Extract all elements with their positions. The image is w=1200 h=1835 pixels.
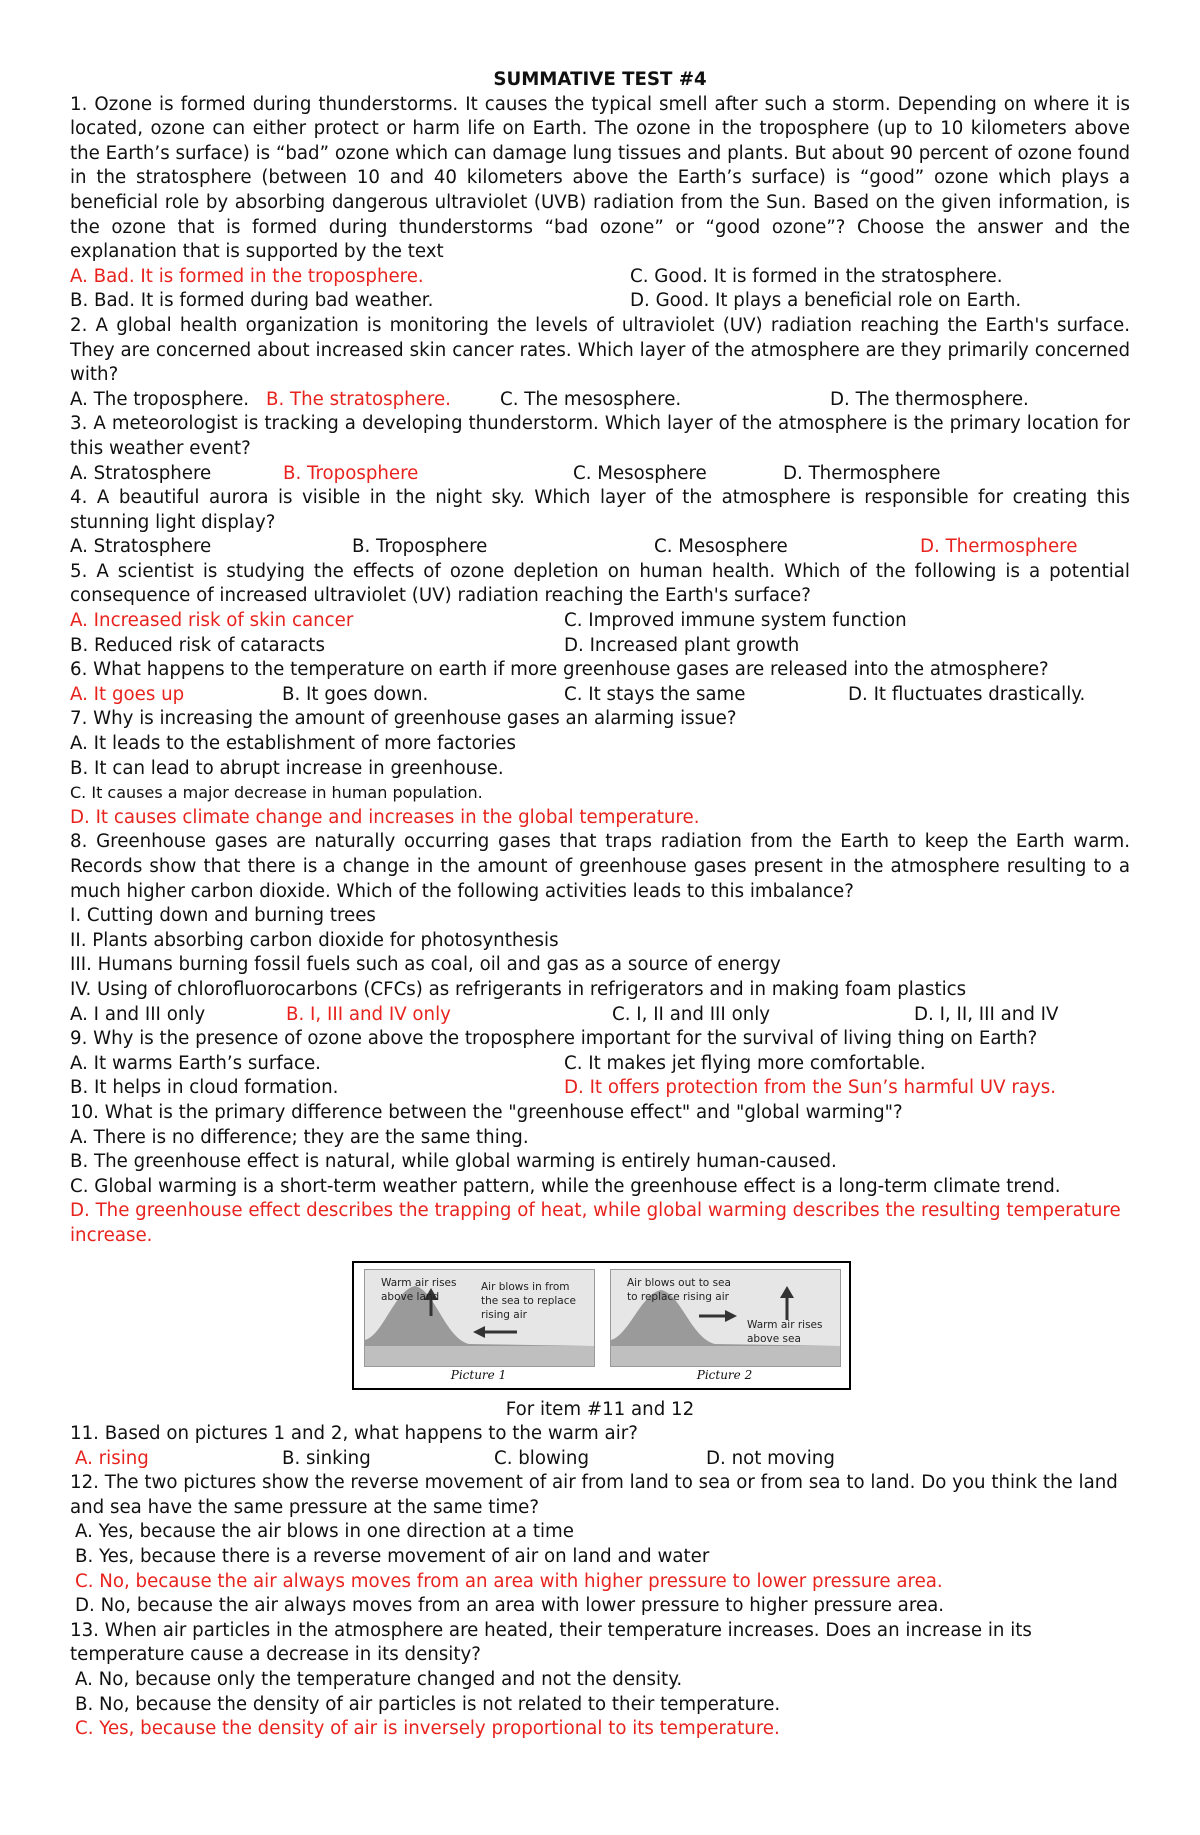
q8-option-d: D. I, II, III and IV (914, 1003, 1059, 1025)
question-1: 1. Ozone is formed during thunderstorms. It causes the typical smell after such a storm. Depending on where it is located, ozone can either protect or harm life on Earth. The ozone in the troposphere (up to 10 kilometers above the Earth’s surface) is “bad” ozone which can damage lung tissues and plants. But about 90 percent of ozone found in the stratosphere (between 10 and 40 kilometers above the Earth’s surface) is “good” ozone which plays a beneficial role by absorbing dangerous ultraviolet (UVB) radiation from the Sun. Based on the given information, is the ozone that is formed during thunderstorms “bad ozone” or “good ozone”? Choose the answer and the explanation that is supported by the text (70, 93, 1130, 263)
question-6: 6. What happens to the temperature on earth if more greenhouse gases are released into the atmosphere? (70, 659, 1049, 681)
q8-options-row (70, 1003, 1130, 1028)
q13-option-a: A. No, because only the temperature changed and not the density. (75, 1669, 683, 1691)
q2-option-b: B. The stratosphere. (266, 388, 451, 410)
question-2: 2. A global health organization is monitoring the levels of ultraviolet (UV) radiation reaching the Earth's surface. They are concerned about increased skin cancer rates. Which layer of the atmosphere are they primarily concerned with? (70, 314, 1130, 386)
sea-breeze-figure (352, 1261, 851, 1390)
picture-1-diagram (364, 1269, 595, 1367)
question-8: 8. Greenhouse gases are naturally occurring gases that traps radiation from the Earth to keep the Earth warm. Records show that there is a change in the amount of greenhouse gases present in the atmosphere resulting to a much higher carbon dioxide. Which of the following activities leads to this imbalance? (70, 831, 1130, 902)
q5-options-row-2 (70, 634, 1130, 659)
q8-item-3: III. Humans burning fossil fuels such as coal, oil and gas as a source of energy (70, 954, 781, 976)
q9-option-c: C. It makes jet flying more comfortable. (564, 1052, 926, 1074)
q2-option-a: A. The troposphere. (70, 388, 250, 410)
q11-option-d: D. not moving (706, 1447, 835, 1469)
q8-item-4: IV. Using of chlorofluorocarbons (CFCs) as refrigerants in refrigerators and in making foam plastics (70, 978, 967, 1000)
question-11: 11. Based on pictures 1 and 2, what happens to the warm air? (70, 1423, 638, 1445)
q6-option-b: B. It goes down. (282, 683, 429, 705)
q1-option-d: D. Good. It plays a beneficial role on Earth. (630, 290, 1022, 312)
q7-option-b: B. It can lead to abrupt increase in greenhouse. (70, 757, 504, 779)
q8-option-b: B. I, III and IV only (286, 1003, 451, 1025)
question-12: 12. The two pictures show the reverse movement of air from land to sea or from sea to land. Do you think the land and sea have the same pressure at the same time? (70, 1472, 1118, 1518)
picture-2-diagram (610, 1269, 841, 1367)
picture-1-caption: Picture 1 (450, 1367, 507, 1382)
q5-option-b: B. Reduced risk of cataracts (70, 634, 325, 656)
sea-surface-2 (611, 1346, 840, 1366)
pic2-label-1: Air blows out to sea (627, 1276, 731, 1289)
q2-option-d: D. The thermosphere. (830, 388, 1029, 410)
pic2-label-2: to replace rising air (627, 1290, 729, 1303)
q2-option-c: C. The mesosphere. (500, 388, 682, 410)
q8-option-a: A. I and III only (70, 1003, 206, 1025)
q1-option-a: A. Bad. It is formed in the troposphere. (70, 265, 424, 287)
q9-option-a: A. It warms Earth’s surface. (70, 1052, 321, 1074)
q4-option-b: B. Troposphere (352, 536, 488, 558)
pic1-label-1: Warm air rises (381, 1276, 457, 1289)
q3-option-b: B. Troposphere (283, 462, 419, 484)
question-7: 7. Why is increasing the amount of greenhouse gases an alarming issue? (70, 708, 737, 730)
q8-option-c: C. I, II and III only (612, 1003, 771, 1025)
q12-option-b: B. Yes, because there is a reverse movement of air on land and water (75, 1546, 710, 1568)
q7-option-c: C. It causes a major decrease in human population. (70, 783, 483, 803)
pic2-label-3: Warm air rises (747, 1318, 823, 1331)
q5-option-c: C. Improved immune system function (564, 610, 907, 632)
q6-option-d: D. It fluctuates drastically. (848, 683, 1086, 705)
q8-item-2: II. Plants absorbing carbon dioxide for photosynthesis (70, 929, 559, 951)
question-4: 4. A beautiful aurora is visible in the night sky. Which layer of the atmosphere is responsible for creating this stunning light display? (70, 487, 1130, 533)
q3-option-a: A. Stratosphere (70, 462, 212, 484)
q3-option-c: C. Mesosphere (573, 462, 707, 484)
q1-option-b: B. Bad. It is formed during bad weather. (70, 290, 434, 312)
picture-2-caption: Picture 2 (696, 1367, 753, 1382)
q6-option-a: A. It goes up (70, 683, 185, 705)
figure-note: For item #11 and 12 (505, 1398, 695, 1420)
q4-options-row (70, 535, 1130, 560)
q1-option-c: C. Good. It is formed in the stratosphere. (630, 265, 1003, 287)
q13-option-b: B. No, because the density of air particles is not related to their temperature. (75, 1693, 781, 1715)
question-5: 5. A scientist is studying the effects of ozone depletion on human health. Which of the following is a potential consequence of increased ultraviolet (UV) radiation reaching the Earth's surface? (70, 560, 1130, 607)
q12-option-c: C. No, because the air always moves from an area with higher pressure to lower pressure area. (75, 1570, 943, 1592)
q9-options-row-1 (70, 1052, 1130, 1077)
q6-option-c: C. It stays the same (564, 683, 746, 705)
page-title: SUMMATIVE TEST #4 (493, 69, 707, 90)
q2-options-row (70, 388, 1130, 413)
q5-option-a: A. Increased risk of skin cancer (70, 610, 354, 632)
q9-options-row-2 (70, 1076, 1130, 1101)
pic1-label-5: rising air (481, 1308, 527, 1321)
pic1-label-4: the sea to replace (481, 1294, 576, 1307)
q6-options-row (70, 683, 1130, 708)
q10-option-a: A. There is no difference; they are the same thing. (70, 1126, 529, 1148)
test-page (70, 68, 1130, 1742)
q4-option-c: C. Mesosphere (654, 536, 788, 558)
q5-options-row-1 (70, 609, 1130, 634)
q3-options-row (70, 462, 1130, 487)
q5-option-d: D. Increased plant growth (564, 634, 800, 656)
q3-option-d: D. Thermosphere (783, 462, 941, 484)
question-9: 9. Why is the presence of ozone above the troposphere important for the survival of living thing on Earth? (70, 1028, 1038, 1050)
question-10: 10. What is the primary difference between the "greenhouse effect" and "global warming"? (70, 1101, 903, 1123)
pic1-label-2: above land (381, 1290, 440, 1303)
pic1-label-3: Air blows in from (481, 1280, 570, 1293)
inflow-arrow-icon (473, 1326, 485, 1338)
pic2-label-4: above sea (747, 1332, 801, 1345)
q12-option-d: D. No, because the air always moves from an area with lower pressure to higher pressure area. (75, 1595, 945, 1617)
q13-option-c: C. Yes, because the density of air is inversely proportional to its temperature. (75, 1718, 780, 1740)
q12-option-a: A. Yes, because the air blows in one direction at a time (75, 1521, 574, 1543)
q7-option-a: A. It leads to the establishment of more factories (70, 733, 516, 755)
q4-option-d: D. Thermosphere (920, 536, 1078, 558)
q11-options-row (70, 1447, 1130, 1472)
q7-option-d: D. It causes climate change and increases in the global temperature. (70, 806, 700, 828)
q1-options-row-1 (70, 265, 1130, 290)
q11-option-b: B. sinking (282, 1447, 371, 1469)
q1-options-row-2 (70, 289, 1130, 314)
q4-option-a: A. Stratosphere (70, 536, 212, 558)
q11-option-a: A. rising (75, 1447, 149, 1469)
q10-option-c: C. Global warming is a short-term weather pattern, while the greenhouse effect is a long-term climate trend. (70, 1175, 1061, 1197)
q8-item-1: I. Cutting down and burning trees (70, 905, 376, 927)
q9-option-b: B. It helps in cloud formation. (70, 1077, 339, 1099)
q10-option-b: B. The greenhouse effect is natural, while global warming is entirely human-caused. (70, 1151, 837, 1173)
question-3: 3. A meteorologist is tracking a developing thunderstorm. Which layer of the atmosphere is the primary location for this weather event? (70, 413, 1130, 459)
q9-option-d: D. It offers protection from the Sun’s harmful UV rays. (564, 1077, 1056, 1099)
rising-arrow-icon-2 (780, 1286, 794, 1298)
sea-surface (365, 1346, 594, 1366)
question-13: 13. When air particles in the atmosphere are heated, their temperature increases. Does an increase in its temperature cause a decrease in its density? (70, 1619, 1032, 1666)
q10-option-d: D. The greenhouse effect describes the trapping of heat, while global warming describes the resulting temperature increase. (70, 1200, 1121, 1246)
outflow-arrow-icon (725, 1310, 737, 1322)
q11-option-c: C. blowing (494, 1447, 589, 1469)
